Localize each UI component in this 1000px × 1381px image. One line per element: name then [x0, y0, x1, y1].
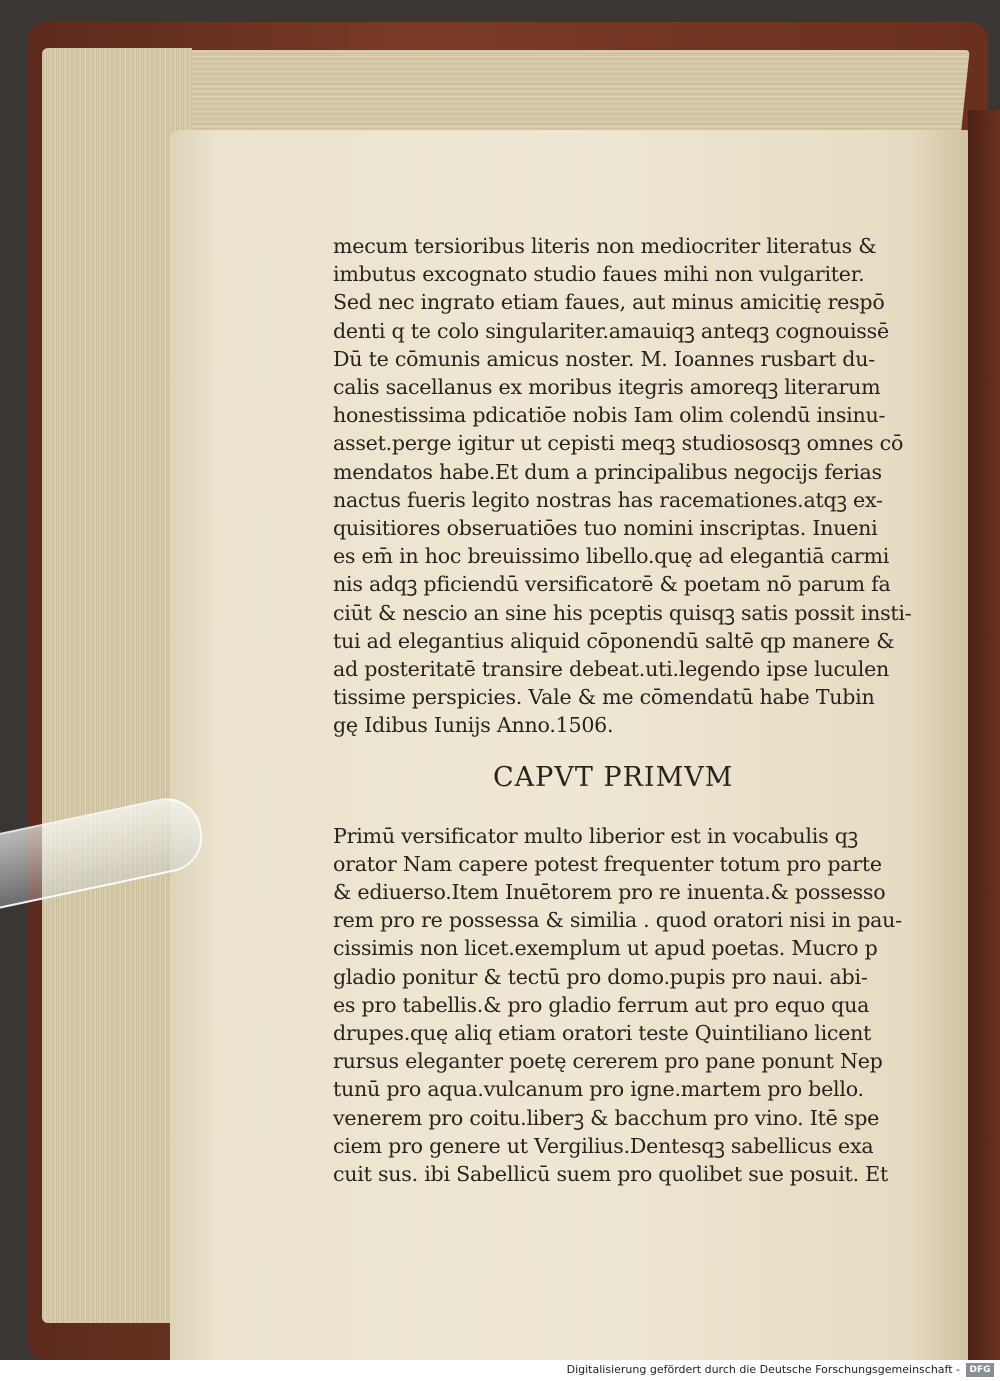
- text-line: es em̄ in hoc breuissimo libello.quę ad elegantiā carmi: [333, 544, 890, 569]
- text-line: es pro tabellis.& pro gladio ferrum aut pro equo qua: [333, 992, 870, 1017]
- chapter-paragraph: [333, 822, 923, 1189]
- text-line: mecum tersioribus literis non mediocriter literatus &: [333, 234, 877, 258]
- chapter-heading: CAPVT PRIMVM: [493, 761, 734, 793]
- text-line: ciem pro genere ut Vergilius.Dentesqꝫ sabellicus exa: [333, 1133, 874, 1158]
- text-line: tissime perspicies. Vale & me cōmendatū habe Tubin: [333, 685, 875, 710]
- funding-notice: Digitalisierung gefördert durch die Deutsche Forschungsgemeinschaft -: [566, 1363, 960, 1376]
- text-line: calis sacellanus ex moribus itegris amoreqꝫ literarum: [333, 375, 881, 400]
- text-line: mendatos habe.Et dum a principalibus negocijs ferias: [333, 459, 882, 484]
- dedication-paragraph: [333, 232, 923, 740]
- footer-bar: [0, 1360, 1000, 1381]
- text-line: asset.perge igitur ut cepisti meqꝫ studiososqꝫ omnes cō: [333, 431, 904, 456]
- page-top-edges: [55, 50, 969, 140]
- text-line: orator Nam capere potest frequenter totum pro parte: [333, 851, 882, 876]
- text-line: ad posteritatē transire debeat.uti.legendo ipse luculen: [333, 657, 890, 682]
- text-line: cissimis non licet.exemplum ut apud poetas. Mucro p: [333, 936, 878, 961]
- text-line: Primū versificator multo liberior est in vocabulis qꝫ: [333, 823, 858, 848]
- text-line: drupes.quę aliq etiam oratori teste Quintiliano licent: [333, 1021, 872, 1046]
- page-text: [333, 232, 923, 1188]
- text-line: rem pro re possessa & similia . quod oratori nisi in pau-: [333, 908, 902, 933]
- text-line: ciūt & nescio an sine his pceptis quisqꝫ satis possit insti-: [333, 600, 912, 625]
- text-line: venerem pro coitu.liberꝫ & bacchum pro vino. Itē spe: [333, 1105, 880, 1130]
- text-line: imbutus excognato studio faues mihi non vulgariter.: [333, 262, 865, 287]
- text-line: rursus eleganter poetę cererem pro pane ponunt Nep: [333, 1049, 883, 1074]
- text-line: gladio ponitur & tectū pro domo.pupis pro naui. abi-: [333, 964, 868, 989]
- text-line: nactus fueris legito nostras has racemationes.atqꝫ ex-: [333, 487, 883, 512]
- text-line: Dū te cōmunis amicus noster. M. Ioannes rusbart du-: [333, 346, 875, 371]
- dfg-logo: DFG: [966, 1363, 994, 1377]
- text-line: cuit sus. ibi Sabellicū suem pro quolibet sue posuit. Et: [333, 1162, 888, 1187]
- text-line: tunū pro aqua.vulcanum pro igne.martem pro bello.: [333, 1077, 864, 1102]
- binding-edge: [968, 110, 1000, 1360]
- text-line: honestissima pdicatiōe nobis Iam olim colendū insinu-: [333, 403, 886, 428]
- text-line: denti q te colo singulariter.amauiqꝫ anteqꝫ cognouissē: [333, 318, 889, 343]
- text-line: Sed nec ingrato etiam faues, aut minus amicitię respō: [333, 290, 885, 315]
- text-line: nis adqꝫ pficiendū versificatorē & poetam nō parum fa: [333, 572, 891, 597]
- text-line: tui ad elegantius aliquid cōponendū saltē qp manere &: [333, 628, 895, 653]
- text-line: & ediuerso.Item Inuētorem pro re inuenta.& possesso: [333, 880, 886, 905]
- text-line: quisitiores obseruatiōes tuo nomini inscriptas. Inueni: [333, 516, 878, 541]
- text-line: gę Idibus Iunijs Anno.1506.: [333, 713, 614, 738]
